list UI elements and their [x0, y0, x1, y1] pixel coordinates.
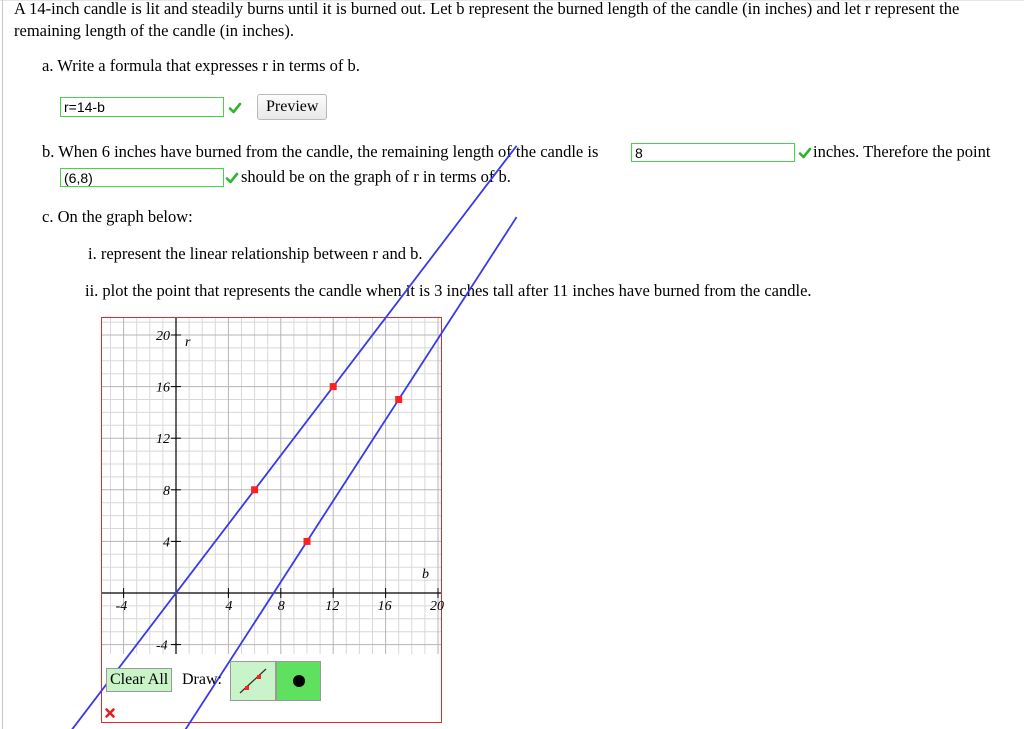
- part-b-suffix: should be on the graph of r in terms of b.: [241, 167, 511, 186]
- y-tick-label: 20: [156, 329, 170, 344]
- question-intro: A 14-inch candle is lit and steadily burns until it is burned out. Let b represent the burned length of the candle (in inches) and let r represent the remaining length of the candle (in inches).: [14, 0, 960, 40]
- y-tick-label: 4: [163, 535, 170, 551]
- point-tool-button[interactable]: [276, 661, 321, 701]
- line-handle-point[interactable]: [251, 486, 258, 493]
- point-answer-input[interactable]: [60, 168, 224, 187]
- line-handle-point[interactable]: [395, 396, 402, 403]
- x-tick-label: 8: [277, 599, 285, 614]
- point-tool-icon: [277, 662, 320, 700]
- part-a-prompt: a. Write a formula that expresses r in terms of b.: [42, 56, 360, 75]
- correct-checkmark-icon: [225, 171, 239, 185]
- tick-labels: [116, 329, 444, 654]
- line-handle-point[interactable]: [304, 538, 311, 545]
- formula-answer-input[interactable]: [60, 97, 224, 117]
- x-tick-label: 16: [377, 599, 392, 614]
- left-rule: [2, 0, 3, 729]
- remaining-length-input[interactable]: [631, 143, 795, 162]
- part-c-i: i. represent the linear relationship between r and b.: [88, 244, 423, 263]
- line-segment-tool-button[interactable]: [230, 661, 276, 701]
- part-b-mid: inches. Therefore the point: [813, 142, 991, 161]
- part-b-prefix: b. When 6 inches have burned from the candle, the remaining length of the candle is: [42, 142, 599, 161]
- correct-checkmark-icon: [798, 146, 812, 160]
- y-tick-label: 12: [156, 432, 170, 448]
- part-c-prompt: c. On the graph below:: [42, 207, 193, 226]
- preview-button[interactable]: Preview: [257, 94, 327, 120]
- clear-all-button[interactable]: Clear All: [106, 668, 172, 692]
- x-tick-label: 20: [430, 599, 444, 614]
- draw-label: Draw:: [182, 671, 222, 688]
- part-c-ii: ii. plot the point that represents the candle when it is 3 inches tall after 11 inches have burned from the candle.: [85, 281, 812, 300]
- line-handle-point[interactable]: [330, 383, 337, 390]
- x-tick-label: -4: [115, 599, 128, 614]
- correct-checkmark-icon: [228, 101, 242, 115]
- graph-canvas[interactable]: [102, 318, 444, 654]
- y-tick-label: 16: [156, 380, 170, 396]
- line-segment-tool-icon: [231, 662, 275, 700]
- y-tick-label: 8: [163, 483, 170, 499]
- x-tick-label: 12: [325, 599, 340, 614]
- y-tick-label: -4: [156, 638, 168, 654]
- incorrect-x-mark-icon: [104, 707, 116, 719]
- y-axis-label: r: [185, 335, 191, 350]
- x-tick-label: 4: [225, 599, 233, 614]
- x-axis-label: b: [422, 567, 429, 582]
